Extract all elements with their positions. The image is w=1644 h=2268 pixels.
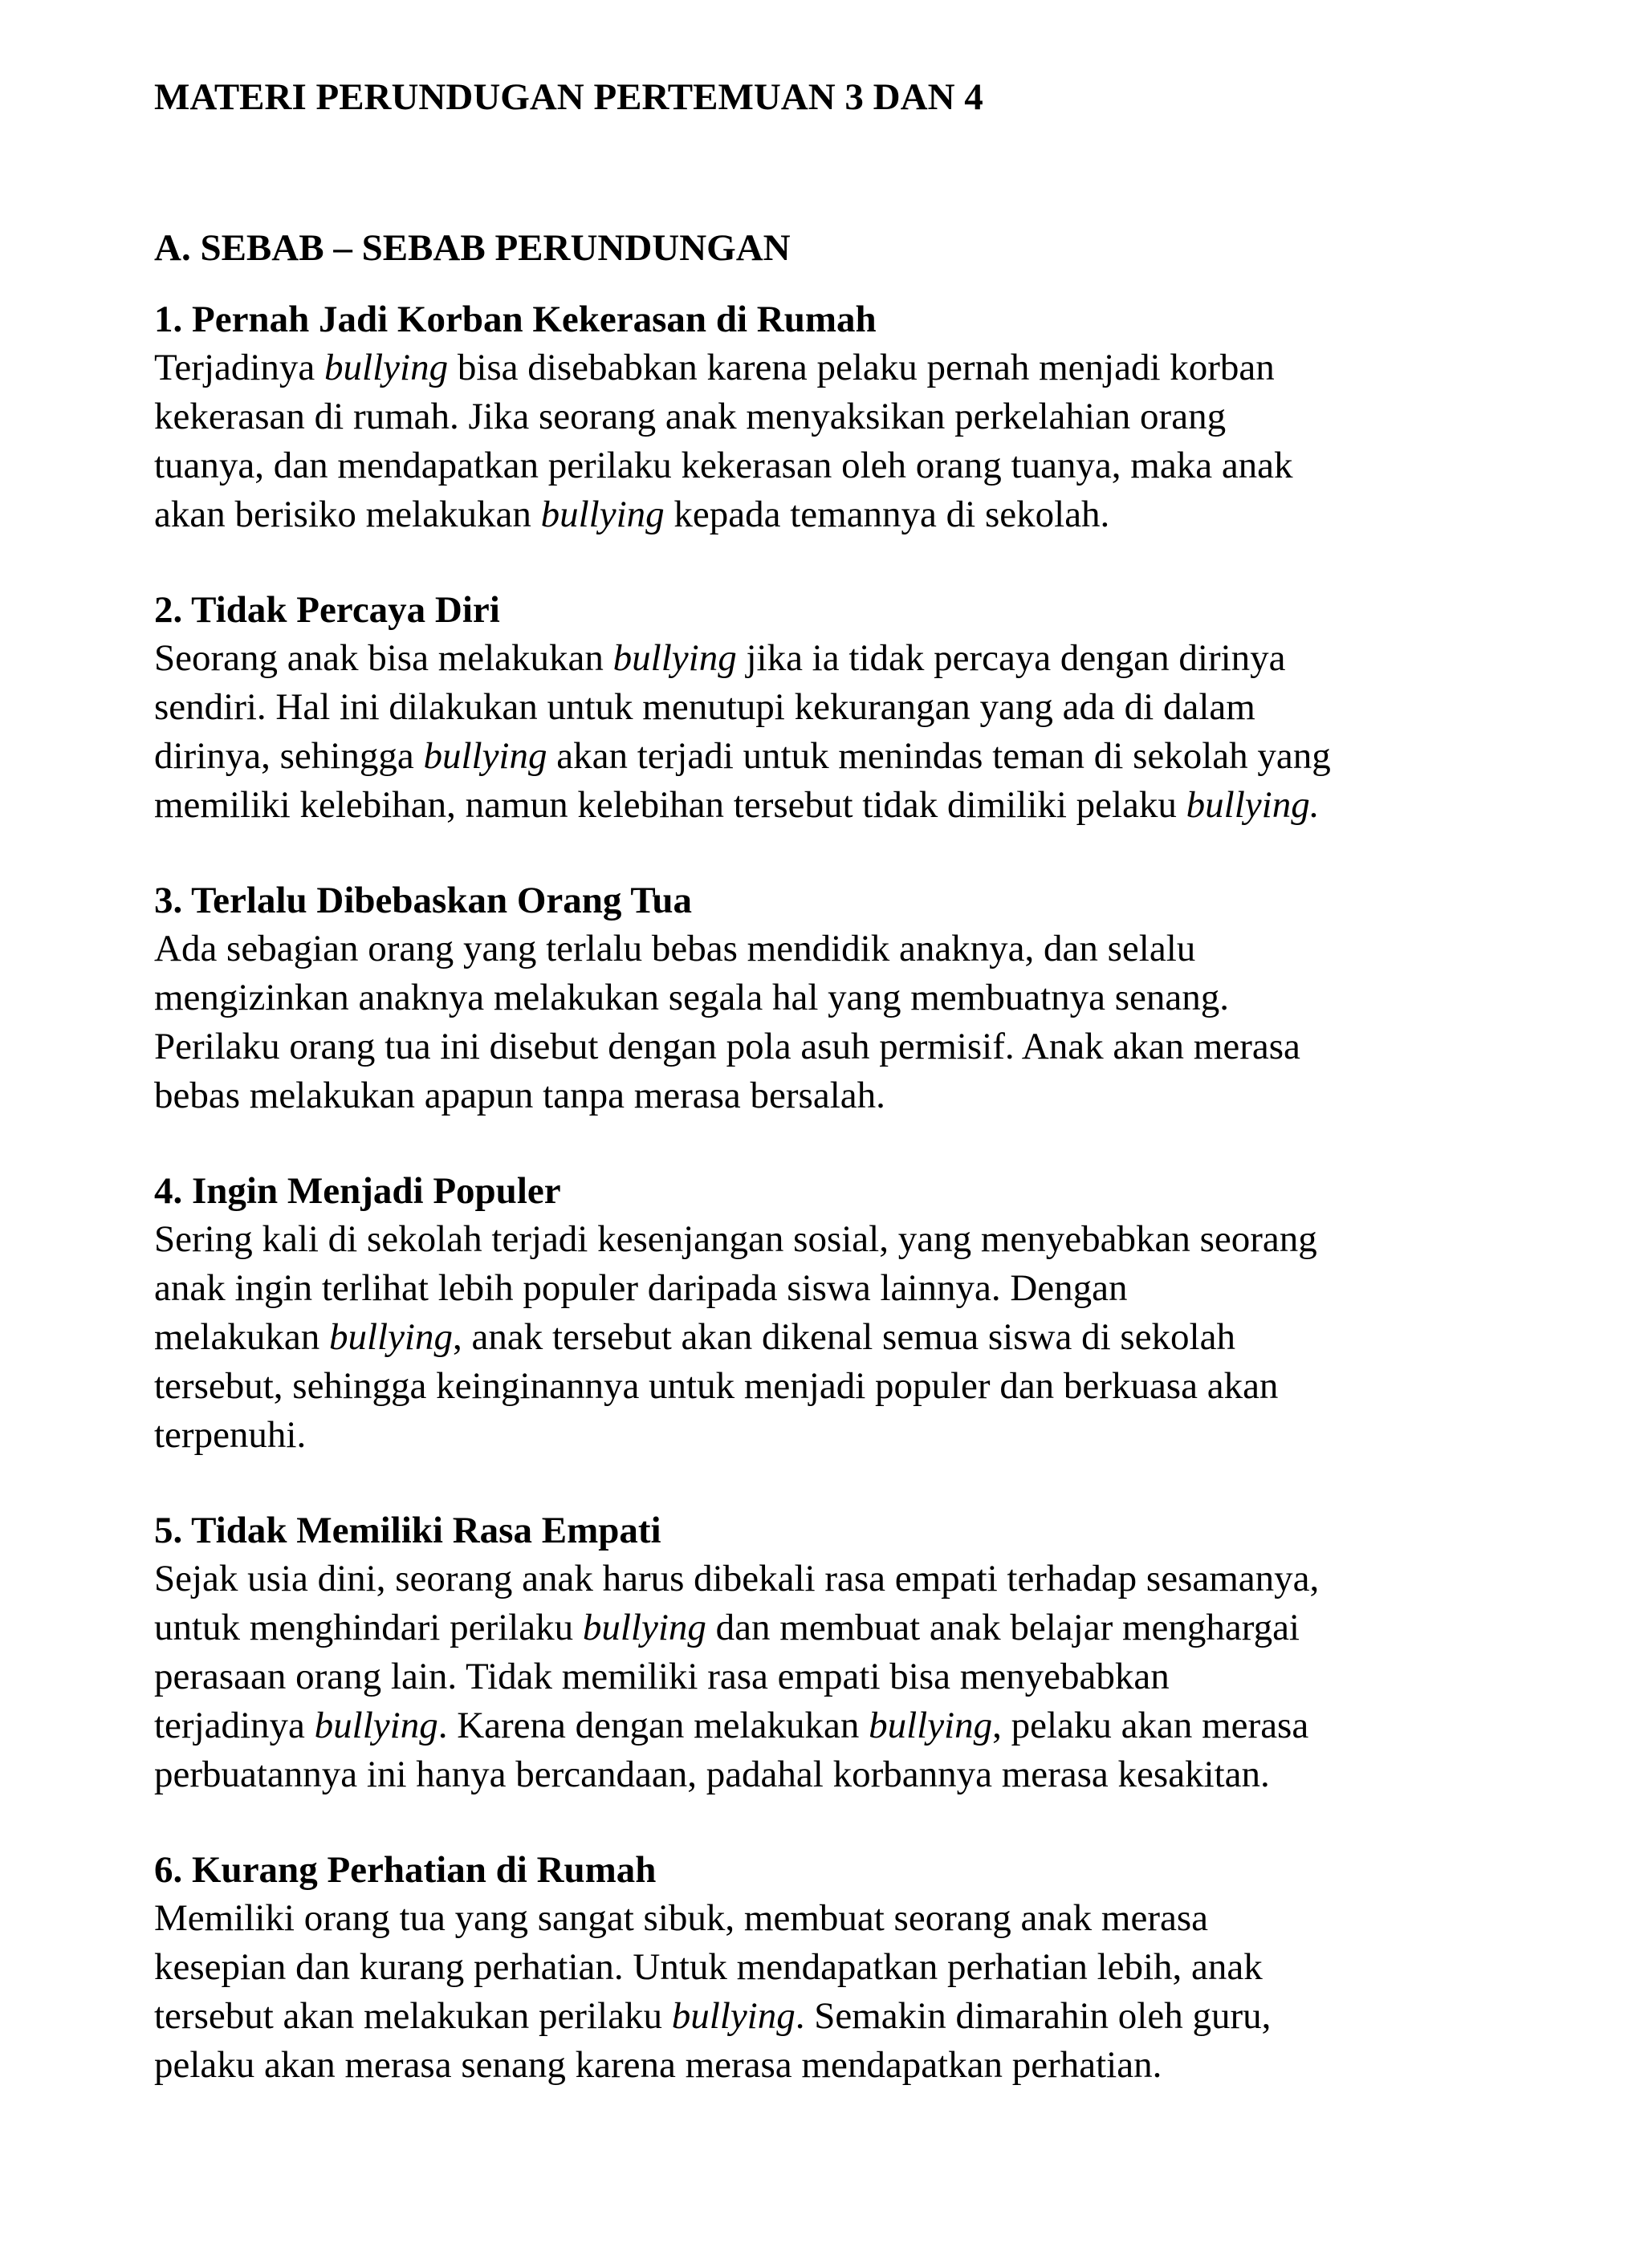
paragraph-line: Perilaku orang tua ini disebut dengan pola asuh permisif. Anak akan merasa <box>154 1026 1300 1067</box>
italic-term: bullying <box>540 494 665 535</box>
paragraph-line: untuk menghindari perilaku bullying dan membuat anak belajar menghargai <box>154 1607 1300 1648</box>
paragraph-line: tuanya, dan mendapatkan perilaku kekerasan oleh orang tuanya, maka anak <box>154 445 1293 486</box>
cause-item <box>154 876 1535 1120</box>
italic-term: bullying <box>869 1705 993 1746</box>
paragraph-line: bebas melakukan apapun tanpa merasa bersalah. <box>154 1075 885 1116</box>
cause-item <box>154 586 1535 830</box>
cause-heading: 1. Pernah Jadi Korban Kekerasan di Rumah <box>154 299 877 340</box>
paragraph-line: mengizinkan anaknya melakukan segala hal yang membuatnya senang. <box>154 977 1230 1018</box>
paragraph-line: terpenuhi. <box>154 1414 307 1456</box>
italic-term: bullying. <box>1186 784 1320 826</box>
italic-term: bullying <box>423 735 547 777</box>
cause-heading: 4. Ingin Menjadi Populer <box>154 1170 561 1212</box>
paragraph-line: memiliki kelebihan, namun kelebihan tersebut tidak dimiliki pelaku bullying. <box>154 784 1320 826</box>
italic-term: bullying <box>314 1705 438 1746</box>
paragraph-line: melakukan bullying, anak tersebut akan dikenal semua siswa di sekolah <box>154 1316 1235 1358</box>
cause-item <box>154 1167 1535 1460</box>
paragraph-line: akan berisiko melakukan bullying kepada temannya di sekolah. <box>154 494 1110 535</box>
paragraph-line: kekerasan di rumah. Jika seorang anak menyaksikan perkelahian orang <box>154 396 1227 437</box>
paragraph-line: pelaku akan merasa senang karena merasa mendapatkan perhatian. <box>154 2044 1162 2086</box>
italic-term: bullying <box>612 637 737 679</box>
italic-term: bullying <box>328 1316 453 1358</box>
cause-heading: 6. Kurang Perhatian di Rumah <box>154 1849 657 1891</box>
section-heading: A. SEBAB – SEBAB PERUNDUNGAN <box>154 227 791 269</box>
paragraph-line: terjadinya bullying. Karena dengan melakukan bullying, pelaku akan merasa <box>154 1705 1309 1746</box>
cause-item <box>154 1506 1535 1799</box>
italic-term: bullying <box>671 1995 796 2037</box>
paragraph-line: Memiliki orang tua yang sangat sibuk, membuat seorang anak merasa <box>154 1897 1209 1939</box>
cause-item <box>154 295 1535 539</box>
paragraph-line: sendiri. Hal ini dilakukan untuk menutupi kekurangan yang ada di dalam <box>154 686 1255 728</box>
paragraph-line: Sering kali di sekolah terjadi kesenjangan sosial, yang menyebabkan seorang <box>154 1218 1317 1260</box>
paragraph-line: anak ingin terlihat lebih populer daripada siswa lainnya. Dengan <box>154 1267 1128 1309</box>
paragraph-line: perasaan orang lain. Tidak memiliki rasa empati bisa menyebabkan <box>154 1656 1170 1697</box>
cause-heading: 2. Tidak Percaya Diri <box>154 589 500 631</box>
paragraph-line: Sejak usia dini, seorang anak harus dibekali rasa empati terhadap sesamanya, <box>154 1558 1320 1599</box>
italic-term: bullying <box>324 347 449 388</box>
cause-item <box>154 1846 1535 2090</box>
paragraph-line: perbuatannya ini hanya bercandaan, padahal korbannya merasa kesakitan. <box>154 1754 1270 1795</box>
document-title: MATERI PERUNDUGAN PERTEMUAN 3 DAN 4 <box>154 76 983 118</box>
paragraph-line: Seorang anak bisa melakukan bullying jika ia tidak percaya dengan dirinya <box>154 637 1286 679</box>
cause-heading: 3. Terlalu Dibebaskan Orang Tua <box>154 880 693 921</box>
paragraph-line: tersebut, sehingga keinginannya untuk menjadi populer dan berkuasa akan <box>154 1365 1279 1407</box>
paragraph-line: kesepian dan kurang perhatian. Untuk mendapatkan perhatian lebih, anak <box>154 1946 1263 1988</box>
paragraph-line: Ada sebagian orang yang terlalu bebas mendidik anaknya, dan selalu <box>154 928 1196 969</box>
document-page <box>154 74 1535 2090</box>
italic-term: bullying <box>582 1607 706 1648</box>
causes-list <box>154 295 1535 2090</box>
paragraph-line: tersebut akan melakukan perilaku bullying. Semakin dimarahin oleh guru, <box>154 1995 1272 2037</box>
cause-heading: 5. Tidak Memiliki Rasa Empati <box>154 1510 661 1551</box>
paragraph-line: dirinya, sehingga bullying akan terjadi untuk menindas teman di sekolah yang <box>154 735 1331 777</box>
paragraph-line: Terjadinya bullying bisa disebabkan karena pelaku pernah menjadi korban <box>154 347 1275 388</box>
